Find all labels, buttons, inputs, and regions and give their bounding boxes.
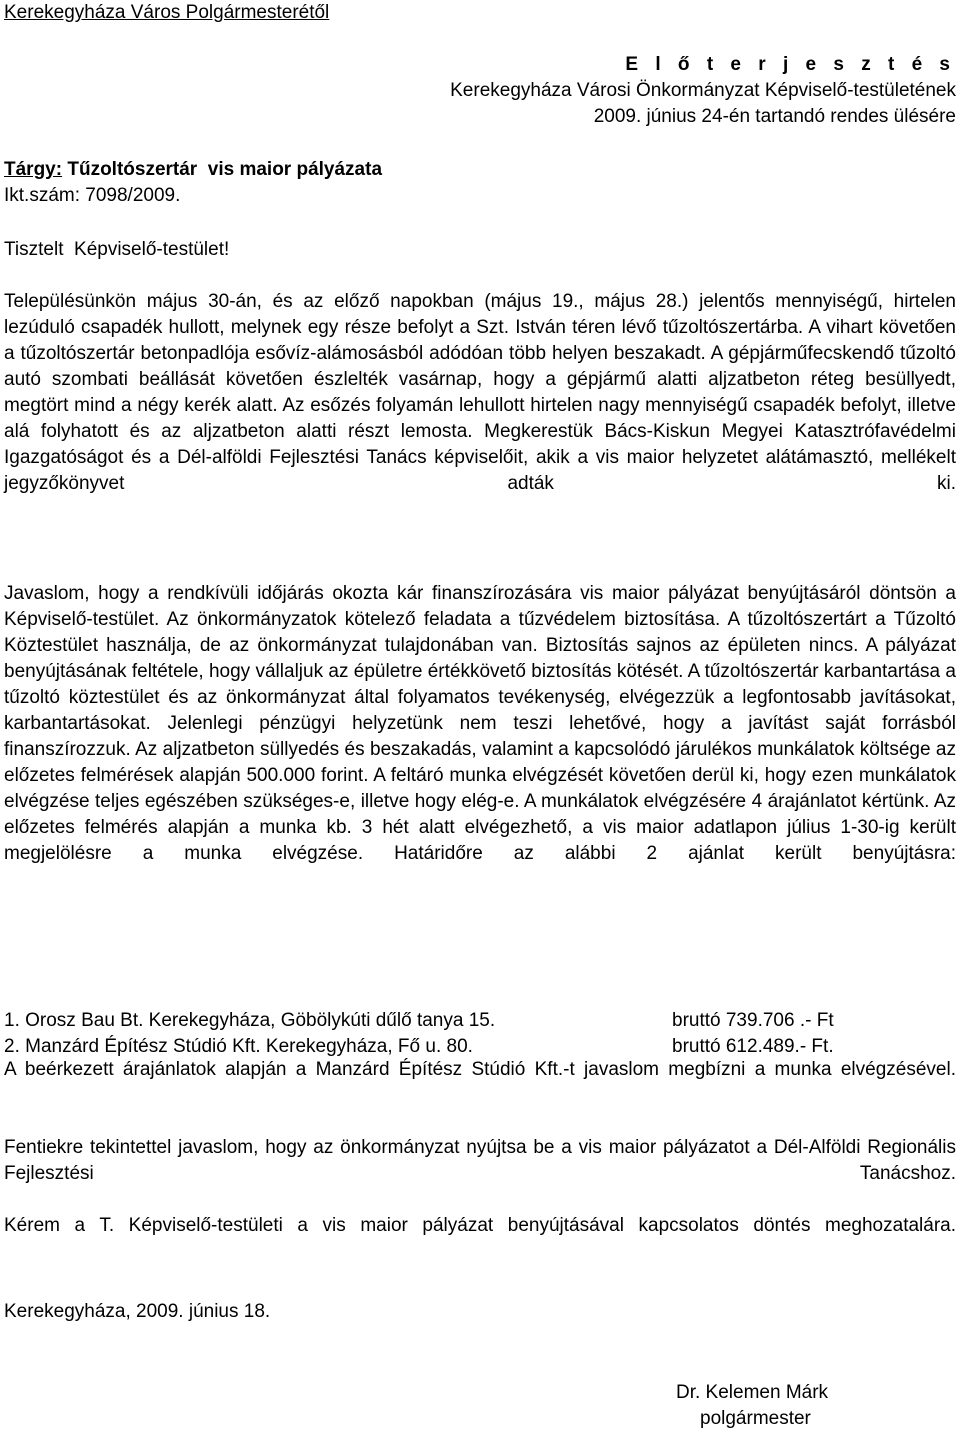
heading-meeting: 2009. június 24-én tartandó rendes ülésére bbox=[593, 106, 956, 127]
signer-role: polgármester bbox=[700, 1408, 811, 1429]
offer-price: bruttó 612.489.- Ft. bbox=[672, 1036, 834, 1057]
paragraph-request: Kérem a T. Képviselő-testületi a vis maior pályázat benyújtásával kapcsolatos döntés meghozatalára. bbox=[4, 1215, 956, 1236]
document-heading bbox=[4, 52, 956, 130]
paragraph-situation: Településünkön május 30-án, és az előző napokban (május 19., május 28.) jelentős mennyiségű, hirtelen lezúduló csapadék hullott, melynek egy része befolyt a Szt. István téren lévő tűzoltószertárba. A vihart követően a tűzoltószertár betonpadlója esővíz-alámosásból adódóan több helyen beszakadt. A gépjárműfecskendő tűzoltó autó szombati beállását követően észlelték vasárnap, hogy a gépjármű alatti aljzatbeton réteg besüllyedt, megtört mind a négy kerék alatt. Az esőzés folyamán lehullott hirtelen nagy mennyiségű csapadék befolyt, illetve alá folyhatott és az aljzatbeton alatti részt lemosta. Megkerestük Bács-Kiskun Megyei Katasztrófavédelmi Igazgatóságot és a Dél-alföldi Fejlesztési Tanács képviselőit, akik a vis maior helyzetet alátámasztó, mellékelt jegyzőkönyvet adták ki. bbox=[4, 291, 956, 494]
subject-label: Tárgy: bbox=[4, 159, 63, 180]
offer-price: bruttó 739.706 .- Ft bbox=[672, 1010, 834, 1031]
date-line: Kerekegyháza, 2009. június 18. bbox=[4, 1301, 271, 1322]
offer-name: 1. Orosz Bau Bt. Kerekegyháza, Göbölykúti dűlő tanya 15. bbox=[4, 1010, 496, 1031]
heading-recipient: Kerekegyháza Városi Önkormányzat Képviselő-testületének bbox=[450, 80, 956, 101]
subject-line bbox=[4, 157, 956, 183]
document-title: E l ő t e r j e s z t é s bbox=[625, 54, 956, 75]
offer-name: 2. Manzárd Építész Stúdió Kft. Kerekegyháza, Fő u. 80. bbox=[4, 1036, 473, 1057]
offers-list bbox=[4, 1008, 956, 1060]
issuer-line: Kerekegyháza Város Polgármesterétől bbox=[4, 2, 330, 23]
subject-text: Tűzoltószertár vis maior pályázata bbox=[62, 159, 383, 180]
reference-number: Ikt.szám: 7098/2009. bbox=[4, 185, 181, 206]
paragraph-submission: Fentiekre tekintettel javaslom, hogy az önkormányzat nyújtsa be a vis maior pályázatot a Dél-Alföldi Regionális Fejlesztési Tanácshoz. bbox=[4, 1137, 956, 1184]
paragraph-proposal: Javaslom, hogy a rendkívüli időjárás okozta kár finanszírozására vis maior pályázat benyújtásáról döntsön a Képviselő-testület. Az önkormányzatok kötelező feladata a tűzvédelem biztosítása. A tűzoltószertárt a Tűzoltó Köztestület használja, de az önkormányzat tulajdonában van. Biztosítás sajnos az épületen nincs. A pályázat benyújtásának feltétele, hogy vállaljuk az épületre értékkövető biztosítás kötését. A tűzoltószertár karbantartása a tűzoltó köztestület és az önkormányzat által folyamatos tevékenység, elvégezzük a legfontosabb javításokat, karbantartásokat. Jelenlegi pénzügyi helyzetünk nem teszi lehetővé, hogy a javítást saját forrásból finanszírozzuk. Az aljzatbeton süllyedés és beszakadás, valamint a kapcsolódó járulékos munkálatok költsége az előzetes felmérések alapján 500.000 forint. A feltáró munka elvégzését követően derül ki, hogy ezen munkálatok elvégzése teljes egészében szükséges-e, illetve hogy elég-e. A munkálatok elvégzésére 4 árajánlatot kértünk. Az előzetes felmérés alapján a munka kb. 3 hét alatt elvégezhető, a vis maior adatlapon július 1-30-ig került megjelölésre a munka elvégzése. Határidőre az alábbi 2 ajánlat került benyújtásra: bbox=[4, 583, 956, 864]
salutation: Tisztelt Képviselő-testület! bbox=[4, 239, 230, 260]
offer-item bbox=[4, 1008, 956, 1034]
signer-name: Dr. Kelemen Márk bbox=[676, 1382, 829, 1403]
paragraph-recommendation: A beérkezett árajánlatok alapján a Manzárd Építész Stúdió Kft.-t javaslom megbízni a munka elvégzésével. bbox=[4, 1059, 956, 1080]
signature-block bbox=[676, 1380, 828, 1432]
